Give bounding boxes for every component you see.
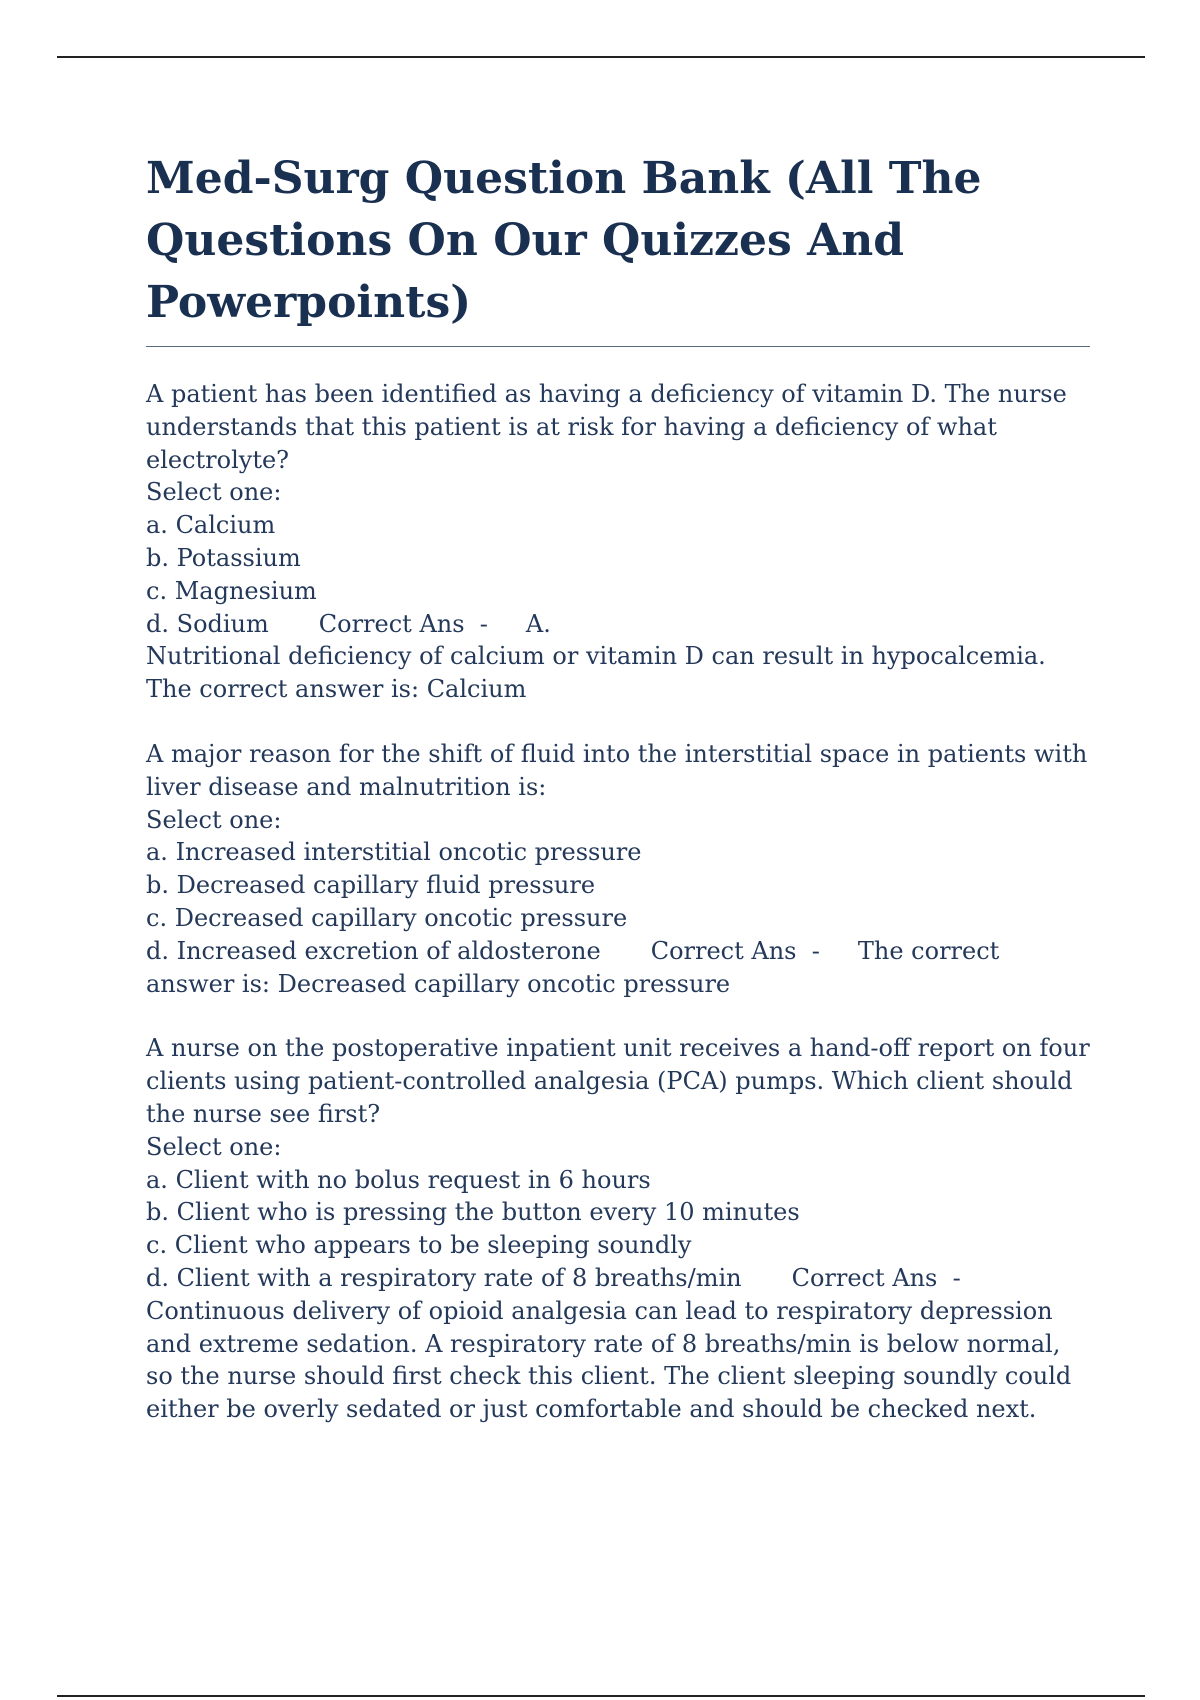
select-prompt: Select one: bbox=[146, 478, 282, 507]
document-title: Med-Surg Question Bank (All The Questions On Our Quizzes And Powerpoints) bbox=[146, 153, 982, 328]
correct-answer-label: Correct Ans - bbox=[650, 936, 820, 965]
select-prompt: Select one: bbox=[146, 1132, 282, 1161]
question-3 bbox=[146, 1032, 1098, 1426]
option-c: c. Magnesium bbox=[146, 576, 317, 605]
option-d: d. Increased excretion of aldosterone bbox=[146, 936, 601, 965]
page-top-rule bbox=[57, 56, 1145, 58]
correct-answer-label: Correct Ans - bbox=[791, 1263, 961, 1292]
document-body bbox=[146, 148, 1098, 1458]
correct-answer-label: Correct Ans - bbox=[318, 609, 488, 638]
option-b: b. Potassium bbox=[146, 543, 301, 572]
option-b: b. Decreased capillary fluid pressure bbox=[146, 871, 596, 900]
option-c: c. Decreased capillary oncotic pressure bbox=[146, 903, 628, 932]
question-stem: A major reason for the shift of fluid into the interstitial space in patients with liver disease and malnutrition is: bbox=[146, 739, 1095, 801]
option-d-row bbox=[146, 1262, 1090, 1295]
question-2 bbox=[146, 738, 1095, 1000]
option-a: a. Client with no bolus request in 6 hours bbox=[146, 1165, 651, 1194]
option-c: c. Client who appears to be sleeping soundly bbox=[146, 1231, 692, 1260]
page-bottom-rule bbox=[57, 1695, 1145, 1697]
question-stem: A patient has been identified as having a deficiency of vitamin D. The nurse understands that this patient is at risk for having a deficiency of what electrolyte? bbox=[146, 380, 1075, 474]
correct-answer-value: A. bbox=[525, 609, 551, 638]
correct-answer-value: The correct answer is: Decreased capillary oncotic pressure bbox=[146, 936, 1007, 998]
option-d: d. Sodium bbox=[146, 609, 269, 638]
option-d-row bbox=[146, 935, 1090, 1001]
question-stem: A nurse on the postoperative inpatient unit receives a hand-off report on four clients using patient-controlled analgesia (PCA) pumps. Which client should the nurse see first? bbox=[146, 1034, 1098, 1128]
title-underline bbox=[146, 346, 1090, 347]
rationale-line-1: Nutritional deficiency of calcium or vitamin D can result in hypocalcemia. bbox=[146, 642, 1046, 671]
option-d: d. Client with a respiratory rate of 8 breaths/min bbox=[146, 1263, 742, 1292]
option-b: b. Client who is pressing the button every 10 minutes bbox=[146, 1198, 800, 1227]
option-a: a. Increased interstitial oncotic pressure bbox=[146, 838, 642, 867]
option-a: a. Calcium bbox=[146, 511, 276, 540]
rationale-line-2: The correct answer is: Calcium bbox=[146, 675, 527, 704]
question-1 bbox=[146, 378, 1090, 706]
select-prompt: Select one: bbox=[146, 805, 282, 834]
question-list bbox=[146, 378, 1098, 1426]
option-d-row bbox=[146, 608, 1090, 641]
rationale-line-1: Continuous delivery of opioid analgesia can lead to respiratory depression and extreme sedation. A respiratory rate of 8 breaths/min is below normal, so the nurse should first check this client. The client sleeping soundly could either be overly sedated or just comfortable and should be checked next. bbox=[146, 1296, 1079, 1424]
